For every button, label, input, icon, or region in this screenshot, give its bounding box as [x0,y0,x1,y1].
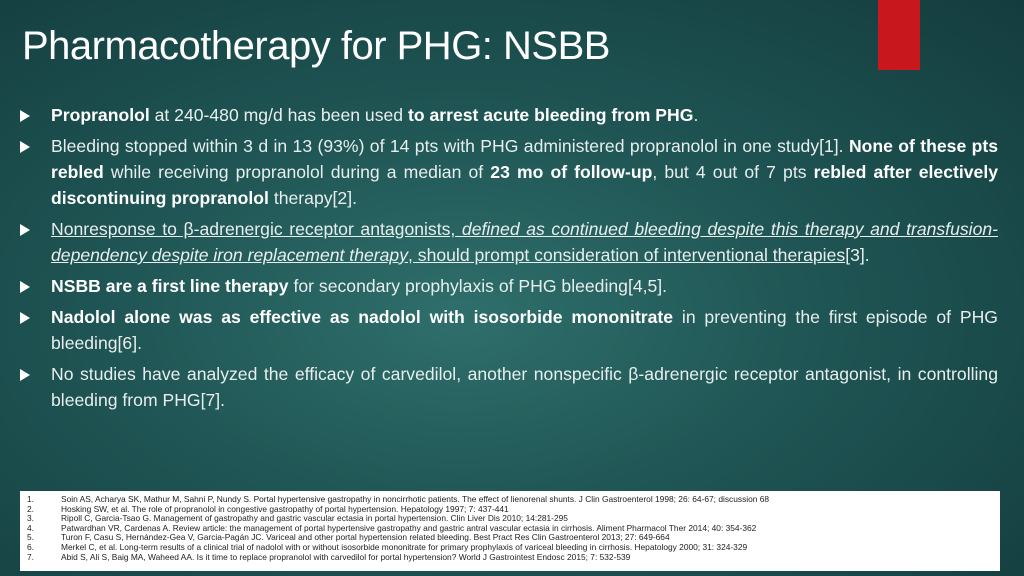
reference-number: 3. [27,514,34,524]
reference-text: Ripoll C, Garcia-Tsao G. Management of gastropathy and gastric vascular ectasia in portal hypertension. Clin Liver Dis 2010; 14:281-295 [61,514,568,524]
reference-text: Abid S, Ali S, Baig MA, Waheed AA. Is it time to replace propranolol with carvedilol for portal hypertension? World J Gastrointest Endosc 2015; 7: 532-539 [61,552,631,562]
bullet-text-run: therapy[2]. [268,188,357,208]
triangle-bullet-icon [20,110,30,122]
bullet-item [20,273,998,299]
references-box [20,491,1000,571]
triangle-bullet-icon [20,224,30,236]
bullet-item [20,361,998,413]
bullet-text-run: while receiving propranolol during a median of [103,162,491,182]
bullet-text-run: None of these pts rebled [51,136,998,182]
reference-number: 1. [27,495,34,504]
bullet-item [20,102,998,128]
bullet-text-run: at 240-480 mg/d has been used [149,105,408,125]
reference-text: Turon F, Casu S, Hernández-Gea V, Garcia-Pagán JC. Variceal and other portal hypertension related bleeding. Best Pract Res Clin Gastroenterol 2013; 27: 649-664 [61,533,670,543]
reference-item [27,495,993,505]
reference-item [27,553,993,563]
reference-text: Soin AS, Acharya SK, Mathur M, Sahni P, Nundy S. Portal hypertensive gastropathy in noncirrhotic patients. The effect of lienorenal shunts. J Clin Gastroenterol 1998; 26: 64-67; discussion 68 [61,495,770,504]
reference-text: Patwardhan VR, Cardenas A. Review article: the management of portal hypertensive gastropathy and gastric antral vascular ectasia in cirrhosis. Aliment Pharmacol Ther 2014; 40: 354-362 [61,523,757,533]
red-accent-bar [878,0,920,70]
bullet-text-run: . [693,105,699,125]
bullet-text-run: , should prompt consideration of interventional therapies [408,245,846,265]
triangle-bullet-icon [20,281,30,293]
reference-item [27,524,993,534]
triangle-bullet-icon [20,369,30,381]
reference-number: 4. [27,523,34,533]
bullet-text-run: in preventing the first episode of PHG bleeding[6]. [51,307,998,353]
reference-number: 2. [27,504,34,514]
bullet-text-run: Bleeding stopped within 3 d in 13 (93%) of 14 pts with PHG administered propranolol in one study[1]. [51,136,849,156]
bullet-text-run: , but 4 out of 7 pts [652,162,814,182]
reference-item [27,533,993,543]
bullet-text-run: Propranolol [51,105,150,125]
bullet-item [20,216,998,268]
reference-number: 7. [27,552,34,562]
bullet-text-run: [3]. [845,245,870,265]
triangle-bullet-icon [20,141,30,153]
bullet-text-run: NSBB are a first line therapy [51,276,289,296]
reference-item [27,514,993,524]
bullet-text-run: defined as continued bleeding despite this therapy and transfusion-dependency despite iron replacement therapy [51,219,998,265]
bullet-text-run: rebled after electively discontinuing propranolol [51,162,998,208]
bullet-list [20,102,998,418]
bullet-text-run: Nadolol alone was as effective as nadolol with isosorbide mononitrate [51,307,674,327]
bullet-item [20,133,998,211]
reference-text: Hosking SW, et al. The role of propranolol in congestive gastropathy of portal hypertension. Hepatology 1997; 7: 437-441 [61,504,509,514]
reference-item [27,543,993,553]
bullet-text-run: to arrest acute bleeding from PHG [407,105,694,125]
bullet-text-run: for secondary prophylaxis of PHG bleeding[4,5]. [288,276,668,296]
slide-title: Pharmacotherapy for PHG: NSBB [22,24,610,68]
bullet-text-run: No studies have analyzed the efficacy of carvedilol, another nonspecific β-adrenergic receptor antagonist, in controlling bleeding from PHG[7]. [51,364,998,410]
reference-text: Merkel C, et al. Long-term results of a clinical trial of nadolol with or without isosorbide mononitrate for primary prophylaxis of variceal bleeding in cirrhosis. Hepatology 2000; 31: 324-329 [61,542,748,552]
bullet-item [20,304,998,356]
bullet-text-run: Nonresponse to β-adrenergic receptor antagonists, [51,219,462,239]
reference-number: 5. [27,533,34,543]
reference-number: 6. [27,542,34,552]
bullet-text-run: 23 mo of follow-up [490,162,653,182]
triangle-bullet-icon [20,312,30,324]
reference-item [27,505,993,515]
